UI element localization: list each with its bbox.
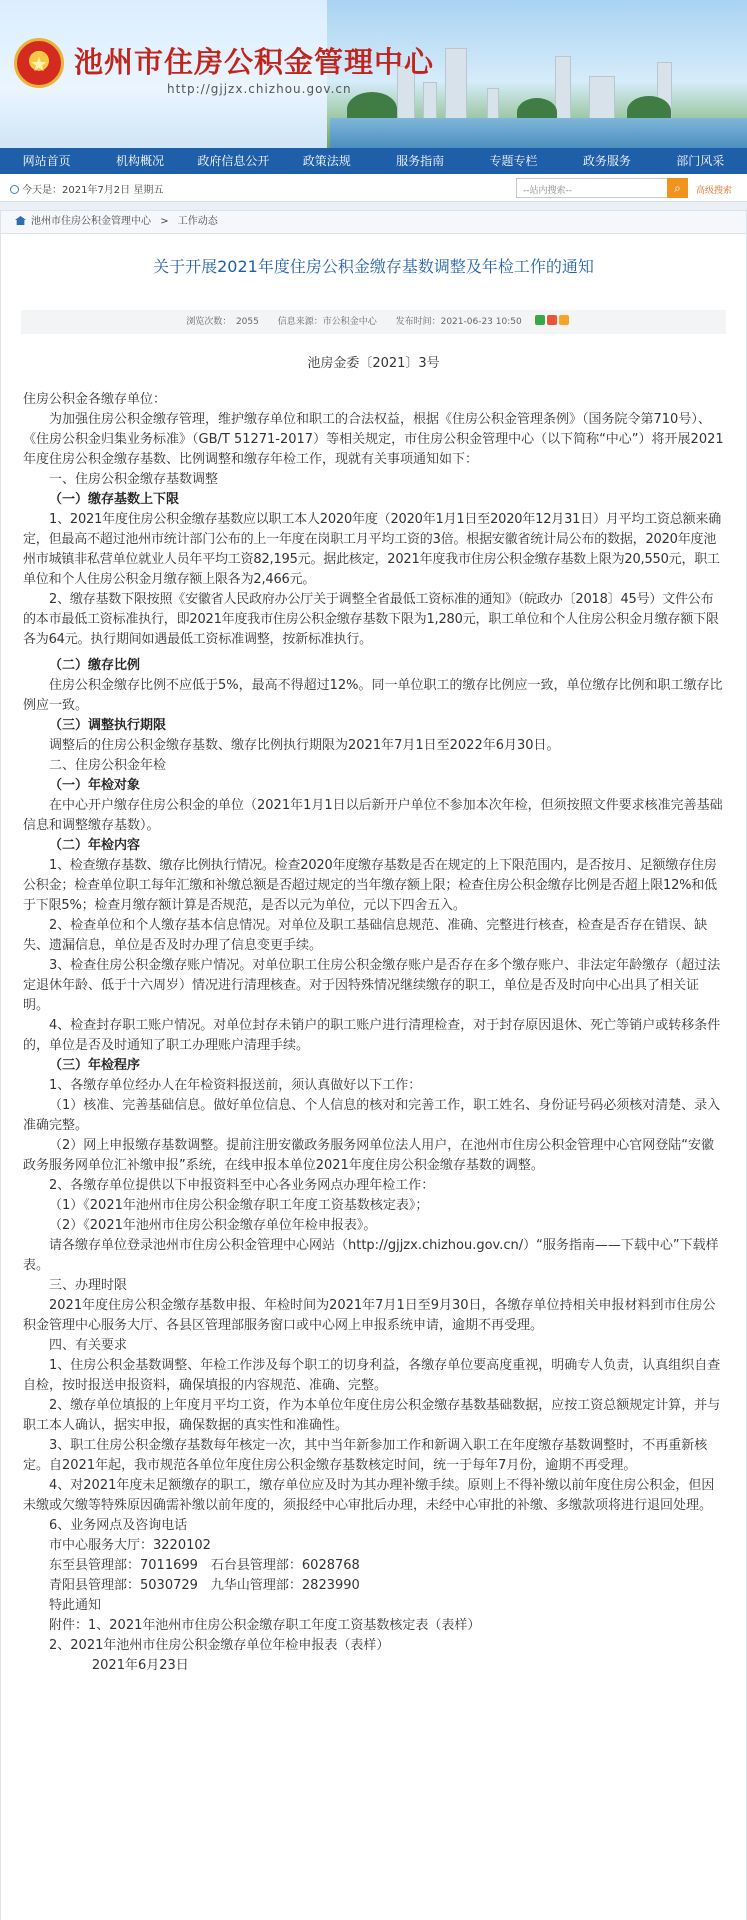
article-meta bbox=[21, 310, 726, 334]
closing-line: 附件：1、2021年池州市住房公积金缴存职工年度工资基数核定表（表样） bbox=[49, 1618, 481, 1633]
paragraph: 三、办理时限 bbox=[49, 1278, 128, 1293]
paragraph: （1）核准、完善基础信息。做好单位信息、个人信息的核对和完善工作，职工姓名、身份证号码必须核对清楚、录入准确完整。 bbox=[23, 1098, 721, 1133]
paragraph: 2、各缴存单位提供以下申报资料至中心各业务网点办理年检工作： bbox=[49, 1178, 435, 1193]
paragraph: 为加强住房公积金缴存管理，维护缴存单位和职工的合法权益，根据《住房公积金管理条例》（国务院令第710号）、《住房公积金归集业务标准》（GB/T 51271-2017）等相关规定，市住房公积金管理中心（以下简称“中心”）将开展2021年度住房公积金缴存基数、比例调整和缴存年检工作，现就有关事项通知如下： bbox=[23, 412, 724, 467]
attachment-line[interactable]: 2021年6月23日 bbox=[91, 1658, 189, 1673]
views-value: 2055 bbox=[235, 317, 259, 327]
subsection-heading: （二）年检内容 bbox=[49, 838, 141, 853]
breadcrumb-separator: > bbox=[160, 216, 169, 227]
search-button[interactable] bbox=[667, 178, 688, 198]
nav-policy[interactable]: 政策法规 bbox=[302, 154, 351, 168]
search-input[interactable]: --站内搜索-- bbox=[516, 178, 668, 198]
main-nav bbox=[0, 148, 747, 174]
home-icon bbox=[15, 216, 26, 225]
article-title: 关于开展2021年度住房公积金缴存基数调整及年检工作的通知 bbox=[153, 257, 594, 276]
views-count bbox=[186, 317, 258, 327]
paragraph: 4、检查封存职工账户情况。对单位封存未销户的职工账户进行清理检查，对于封存原因退休、死亡等销户或转移条件的，单位是否及时通知了职工办理账户清理手续。 bbox=[23, 1018, 721, 1053]
paragraph: 4、对2021年度未足额缴存的职工，缴存单位应及时为其办理补缴手续。原则上不得补缴以前年度住房公积金，但因未缴或欠缴等特殊原因确需补缴以前年度的，须报经中心审批后办理，未经中心审批的补缴、多缴款项将进行退回处理。 bbox=[23, 1478, 715, 1513]
subsection-heading: （三）年检程序 bbox=[49, 1058, 141, 1073]
date-text: 今天是：2021年7月2日 星期五 bbox=[22, 185, 164, 196]
site-title[interactable]: 池州市住房公积金管理中心 bbox=[74, 45, 435, 79]
paragraph: 6、业务网点及咨询电话 bbox=[49, 1518, 188, 1533]
section-heading: 一、住房公积金缴存基数调整 bbox=[49, 472, 219, 487]
site-banner bbox=[0, 0, 747, 148]
subsection-heading: （二）缴存比例 bbox=[49, 658, 141, 673]
building-illustration bbox=[445, 48, 467, 126]
section-heading: 市中心服务大厅：3220102 bbox=[49, 1538, 211, 1553]
top-bar bbox=[0, 174, 747, 202]
document-number: 池房金委〔2021〕3号 bbox=[307, 356, 440, 371]
paragraph: （2）网上申报缴存基数调整。提前注册安徽政务服务网单位法人用户，在池州市住房公积金管理中心官网登陆“安徽政务服务网单位汇补缴申报”系统，在线申报本单位2021年度住房公积金缴存基数的调整。 bbox=[23, 1138, 715, 1173]
paragraph: 1、检查缴存基数、缴存比例执行情况。检查2020年度缴存基数是否在规定的上下限范围内，是否按月、足额缴存住房公积金；检查单位职工每年汇缴和补缴总额是否超过规定的当年缴存额上限；检查住房公积金缴存比例是否超上限12%和低于下限5%；检查月缴存额计算是否规范，是否以元为单位，元以下四舍五入。 bbox=[23, 858, 717, 913]
paragraph: 调整后的住房公积金缴存基数、缴存比例执行期限为2021年7月1日至2022年6月30日。 bbox=[49, 738, 560, 753]
salutation: 住房公积金各缴存单位： bbox=[23, 392, 167, 407]
national-emblem-icon: ★ bbox=[14, 38, 64, 88]
section-heading: 2021年度住房公积金缴存基数申报、年检时间为2021年7月1日至9月30日，各缴存单位持相关申报材料到市住房公积金管理中心服务大厅、各县区管理部服务窗口或中心网上申报系统申请，逾期不再受理。 bbox=[23, 1298, 716, 1333]
article-body bbox=[23, 390, 724, 1696]
publish-time: 发布时间：2021-06-23 10:50 bbox=[395, 317, 522, 327]
paragraph: （2）《2021年池州市住房公积金缴存单位年检申报表》。 bbox=[49, 1218, 377, 1233]
paragraph: 3、检查住房公积金缴存账户情况。对单位职工住房公积金缴存账户是否存在多个缴存账户、非法定年龄缴存（超过法定退休年龄、低于十六周岁）情况进行清理核查。对于因特殊情况继续缴存的职工，单位是否及时向中心出具了相关证明。 bbox=[23, 958, 721, 1013]
nav-home[interactable]: 网站首页 bbox=[22, 154, 71, 168]
nav-service-guide[interactable]: 服务指南 bbox=[396, 154, 445, 168]
paragraph: 3、职工住房公积金缴存基数每年核定一次，其中当年新参加工作和新调入职工在年度缴存基数调整时，不再重新核定。自2021年起，我市规范各单位年度住房公积金缴存基数核定时间，统一于每年7月份，逾期不再受理。 bbox=[23, 1438, 708, 1473]
section-heading: 1、住房公积金基数调整、年检工作涉及每个职工的切身利益，各缴存单位要高度重视，明确专人负责，认真组织自查自检，按时报送申报资料，确保填报的内容规范、准确、完整。 bbox=[23, 1358, 721, 1393]
clock-icon bbox=[10, 185, 19, 194]
paragraph: 2、缴存基数下限按照《安徽省人民政府办公厅关于调整全省最低工资标准的通知》（皖政办〔2018〕45号）文件公布的本市最低工资标准执行，即2021年度我市住房公积金缴存基数下限为1,280元，职工单位和个人住房公积金月缴存额下限各为64元。执行期间如遇最低工资标准调整，按新标准执行。 bbox=[23, 592, 719, 647]
nav-department[interactable]: 部门风采 bbox=[676, 154, 725, 168]
info-source: 信息来源：市公积金中心 bbox=[277, 317, 377, 327]
paragraph: 住房公积金缴存比例不应低于5%，最高不得超过12%。同一单位职工的缴存比例应一致，单位缴存比例和职工缴存比例应一致。 bbox=[23, 678, 723, 713]
article-panel bbox=[0, 234, 747, 1920]
paragraph: 2、缴存单位填报的上年度月平均工资，作为本单位年度住房公积金缴存基数基础数据，应按工资总额规定计算，并与职工本人确认，据实申报，确保数据的真实性和准确性。 bbox=[23, 1398, 721, 1433]
subsection-heading: （一）缴存基数上下限 bbox=[49, 492, 180, 507]
nav-gov-info[interactable]: 政府信息公开 bbox=[197, 154, 270, 168]
nav-gov-service[interactable]: 政务服务 bbox=[582, 154, 631, 168]
nav-special[interactable]: 专题专栏 bbox=[489, 154, 538, 168]
contact-line: 特此通知 bbox=[49, 1598, 102, 1613]
attachment-line[interactable]: 2、2021年池州市住房公积金缴存单位年检申报表（表样） bbox=[49, 1638, 390, 1653]
views-label: 浏览次数： bbox=[186, 317, 227, 327]
site-url: http://gjjzx.chizhou.gov.cn bbox=[167, 82, 352, 96]
contact-line: 东至县管理部：7011699 石台县管理部：6028768 bbox=[49, 1558, 360, 1573]
section-heading: 二、住房公积金年检 bbox=[49, 758, 167, 773]
advanced-search-link[interactable]: 高级搜索 bbox=[696, 186, 733, 196]
weibo-share-icon[interactable] bbox=[547, 315, 557, 325]
paragraph: 请各缴存单位登录池州市住房公积金管理中心网站（http://gjjzx.chizhou.gov.cn/）“服务指南——下载中心”下载样表。 bbox=[23, 1238, 719, 1273]
subsection-heading: （一）年检对象 bbox=[49, 778, 141, 793]
qzone-share-icon[interactable] bbox=[559, 315, 569, 325]
search-icon: ⌕ bbox=[674, 181, 681, 195]
breadcrumb bbox=[0, 210, 747, 234]
breadcrumb-home[interactable]: 池州市住房公积金管理中心 bbox=[31, 216, 151, 227]
nav-org[interactable]: 机构概况 bbox=[116, 154, 165, 168]
paragraph: （1）《2021年池州市住房公积金缴存职工年度工资基数核定表》； bbox=[49, 1198, 429, 1213]
paragraph: 在中心开户缴存住房公积金的单位（2021年1月1日以后新开户单位不参加本次年检，但须按照文件要求核准完善基础信息和调整缴存基数）。 bbox=[23, 798, 723, 833]
wechat-share-icon[interactable] bbox=[535, 315, 545, 325]
date-display bbox=[10, 181, 163, 196]
lake-illustration bbox=[330, 118, 747, 148]
paragraph: 2、检查单位和个人缴存基本信息情况。对单位及职工基础信息规范、准确、完整进行核查，检查是否存在错误、缺失、遗漏信息，单位是否及时办理了信息变更手续。 bbox=[23, 918, 708, 953]
subsection-heading: （三）调整执行期限 bbox=[49, 718, 167, 733]
contact-line: 青阳县管理部：5030729 九华山管理部：2823990 bbox=[49, 1578, 360, 1593]
paragraph: 1、2021年度住房公积金缴存基数应以职工本人2020年度（2020年1月1日至2020年12月31日）月平均工资总额来确定，但最高不超过池州市统计部门公布的上一年度在岗职工月平均工资的3倍。根据安徽省统计局公布的数据，2020年度池州市城镇非私营单位就业人员年平均工资82,195元。据此核定，2021年度我市住房公积金缴存基数上限为20,550元，职工单位和个人住房公积金月缴存额上限各为2,466元。 bbox=[23, 512, 722, 587]
paragraph: 1、各缴存单位经办人在年检资料报送前，须认真做好以下工作： bbox=[49, 1078, 422, 1093]
paragraph: 四、有关要求 bbox=[49, 1338, 128, 1353]
building-illustration bbox=[555, 56, 571, 126]
breadcrumb-current[interactable]: 工作动态 bbox=[177, 216, 218, 227]
